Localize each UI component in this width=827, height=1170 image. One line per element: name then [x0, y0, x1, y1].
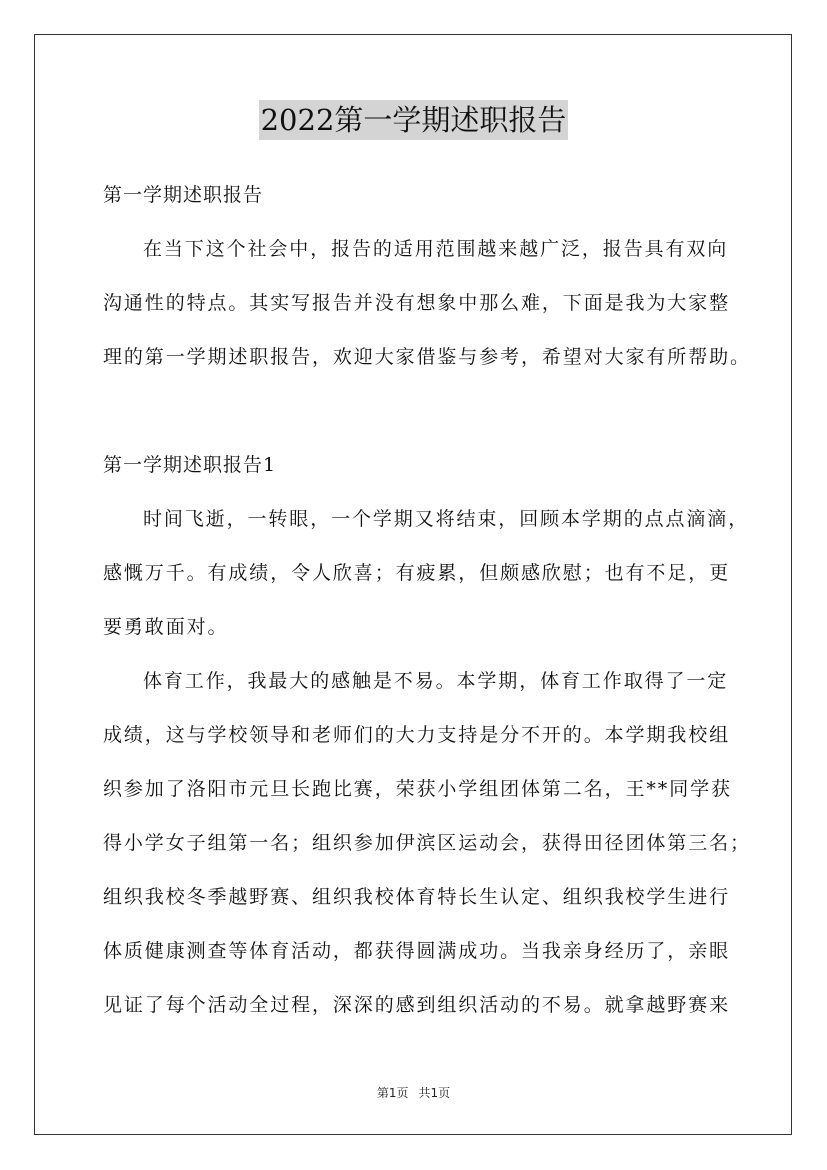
paragraph-line: 要勇敢面对。 — [103, 616, 229, 638]
intro-line: 理的第一学期述职报告，欢迎大家借鉴与参考，希望对大家有所帮助。 — [103, 346, 751, 368]
paragraph-line: 织参加了洛阳市元旦长跑比赛，荣获小学组团体第二名，王**同学获 — [103, 778, 732, 800]
paragraph-line: 见证了每个活动全过程，深深的感到组织活动的不易。就拿越野赛来 — [103, 994, 731, 1016]
paragraph-line: 时间飞逝，一转眼，一个学期又将结束，回顾本学期的点点滴滴， — [143, 508, 750, 530]
document-subtitle: 第一学期述职报告 — [103, 184, 264, 206]
intro-line: 沟通性的特点。其实写报告并没有想象中那么难，下面是我为大家整 — [103, 292, 731, 314]
section-heading: 第一学期述职报告1 — [103, 454, 277, 476]
paragraph-line: 得小学女子组第一名；组织参加伊滨区运动会，获得田径团体第三名； — [103, 832, 751, 854]
paragraph-line: 感慨万千。有成绩，令人欣喜；有疲累，但颇感欣慰；也有不足，更 — [103, 562, 731, 584]
paragraph-line: 体育工作，我最大的感触是不易。本学期，体育工作取得了一定 — [143, 670, 729, 692]
paragraph-line: 成绩，这与学校领导和老师们的大力支持是分不开的。本学期我校组 — [103, 724, 731, 746]
paragraph-line: 体质健康测查等体育活动，都获得圆满成功。当我亲身经历了，亲眼 — [103, 940, 731, 962]
title-container — [0, 100, 827, 140]
page-total: 共1页 — [418, 1086, 451, 1100]
page-footer — [0, 1085, 827, 1101]
intro-line: 在当下这个社会中，报告的适用范围越来越广泛，报告具有双向 — [143, 238, 729, 260]
paragraph-line: 组织我校冬季越野赛、组织我校体育特长生认定、组织我校学生进行 — [103, 886, 731, 908]
document-title: 2022第一学期述职报告 — [259, 100, 569, 140]
page-number: 第1页 — [376, 1086, 409, 1100]
